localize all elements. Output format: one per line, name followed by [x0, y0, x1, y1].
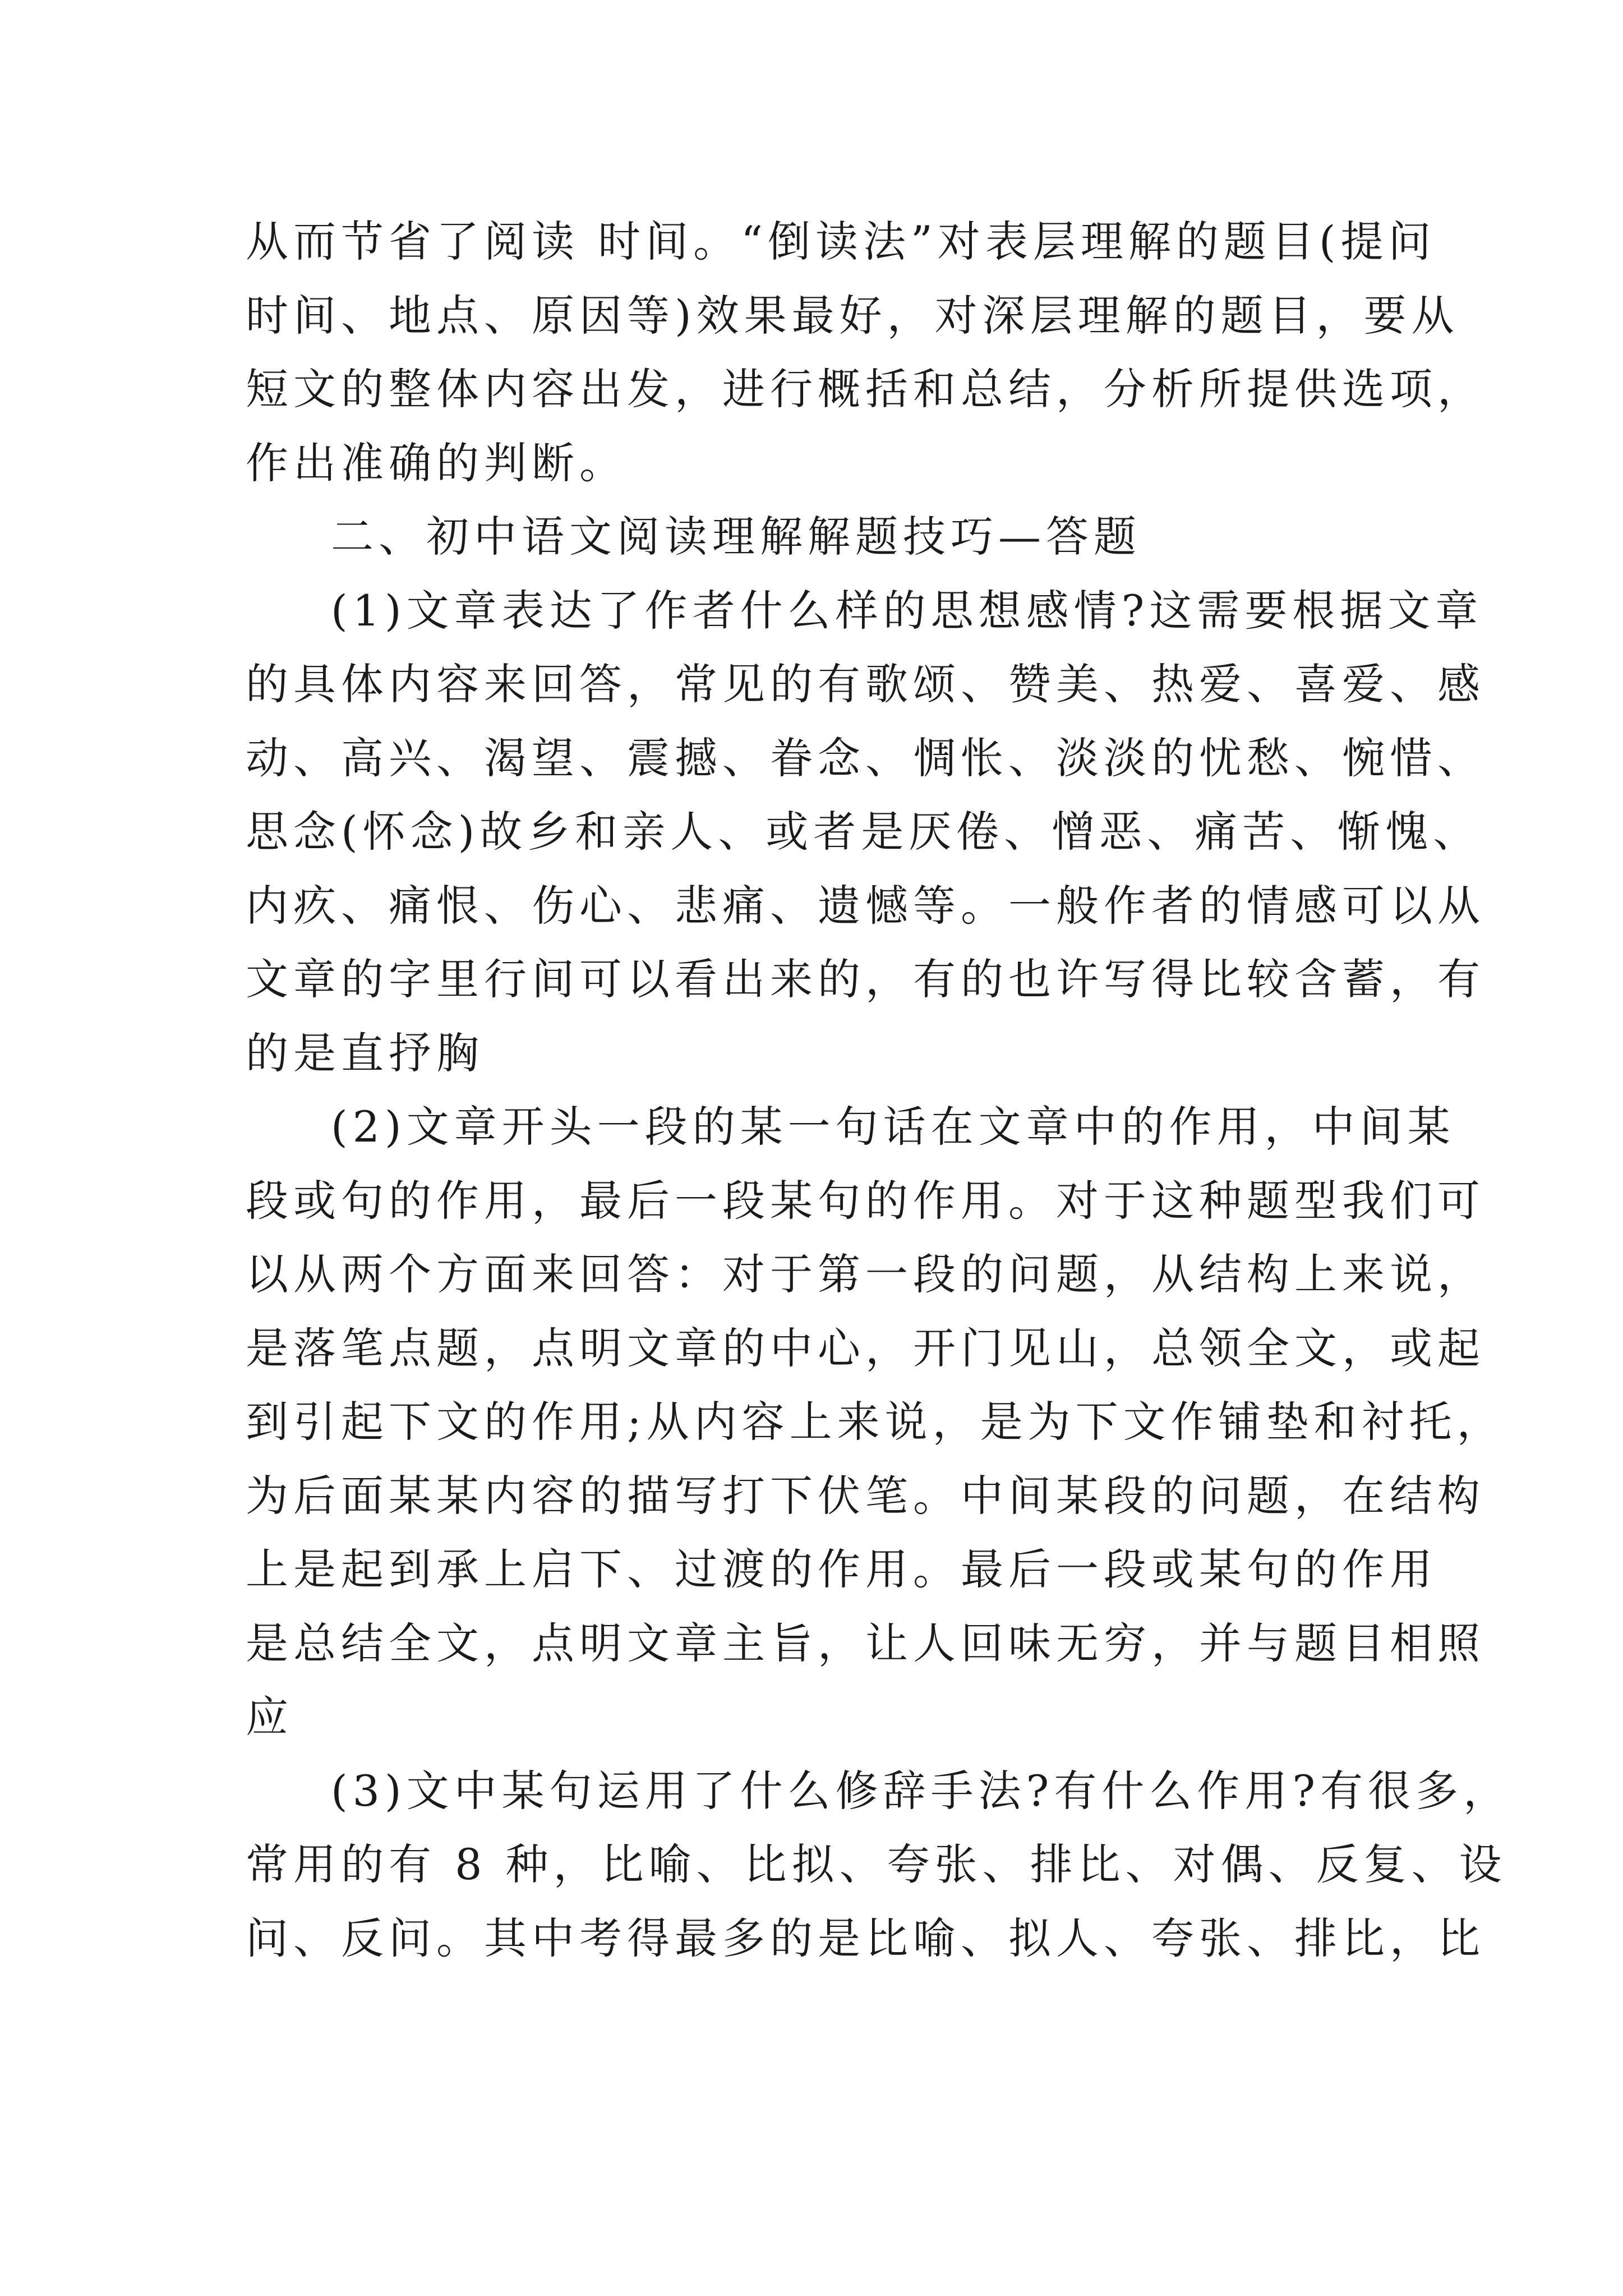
text-line: 二、初中语文阅读理解解题技巧—答题	[331, 512, 1141, 562]
text-line: 思念(怀念)故乡和亲人、或者是厌倦、憎恶、痛苦、惭愧、	[246, 807, 1481, 857]
text-line: (2)文章开头一段的某一句话在文章中的作用，中间某	[331, 1102, 1455, 1152]
document-body	[246, 205, 1511, 1975]
text-line: (1)文章表达了作者什么样的思想感情?这需要根据文章	[331, 585, 1483, 636]
paragraph	[246, 205, 1485, 500]
text-line: 文章的字里行间可以看出来的，有的也许写得比较含蓄，有	[246, 954, 1485, 1004]
text-line: 上是起到承上启下、过渡的作用。最后一段或某句的作用	[246, 1544, 1437, 1594]
text-line: 问、反问。其中考得最多的是比喻、拟人、夸张、排比，比	[246, 1913, 1485, 1963]
text-line: 的具体内容来回答，常见的有歌颂、赞美、热爱、喜爱、感	[246, 659, 1485, 709]
text-line: (3)文中某句运用了什么修辞手法?有什么作用?有很多，	[331, 1765, 1511, 1816]
text-line: 的是直抒胸	[246, 1028, 484, 1078]
text-line: 时间、地点、原因等)效果最好，对深层理解的题目，要从	[246, 290, 1459, 341]
text-line: 段或句的作用，最后一段某句的作用。对于这种题型我们可	[246, 1175, 1485, 1226]
text-line: 到引起下文的作用;从内容上来说，是为下文作铺垫和衬托，	[246, 1397, 1505, 1447]
text-line: 从而节省了阅读 时间。“倒读法”对表层理解的题目(提问	[246, 217, 1436, 266]
text-line: 短文的整体内容出发，进行概括和总结，分析所提供选项，	[246, 364, 1485, 414]
text-line: 常用的有 8 种，比喻、比拟、夸张、排比、对偶、反复、设	[246, 1839, 1507, 1889]
text-line: 应	[246, 1692, 293, 1742]
text-line: 以从两个方面来回答：对于第一段的问题，从结构上来说，	[246, 1249, 1485, 1299]
paragraph	[246, 574, 1485, 1091]
text-line: 是总结全文，点明文章主旨，让人回味无穷，并与题目相照	[246, 1618, 1485, 1668]
section-heading	[246, 500, 1387, 574]
text-line: 内疚、痛恨、伤心、悲痛、遗憾等。一般作者的情感可以从	[246, 880, 1485, 931]
text-line: 为后面某某内容的描写打下伏笔。中间某段的问题，在结构	[246, 1470, 1485, 1521]
paragraph	[246, 1090, 1505, 1754]
text-line: 作出准确的判断。	[246, 438, 627, 488]
paragraph	[246, 1754, 1511, 1976]
text-line: 是落笔点题，点明文章的中心，开门见山，总领全文，或起	[246, 1323, 1485, 1373]
text-line: 动、高兴、渴望、震撼、眷念、惆怅、淡淡的忧愁、惋惜、	[246, 733, 1485, 783]
